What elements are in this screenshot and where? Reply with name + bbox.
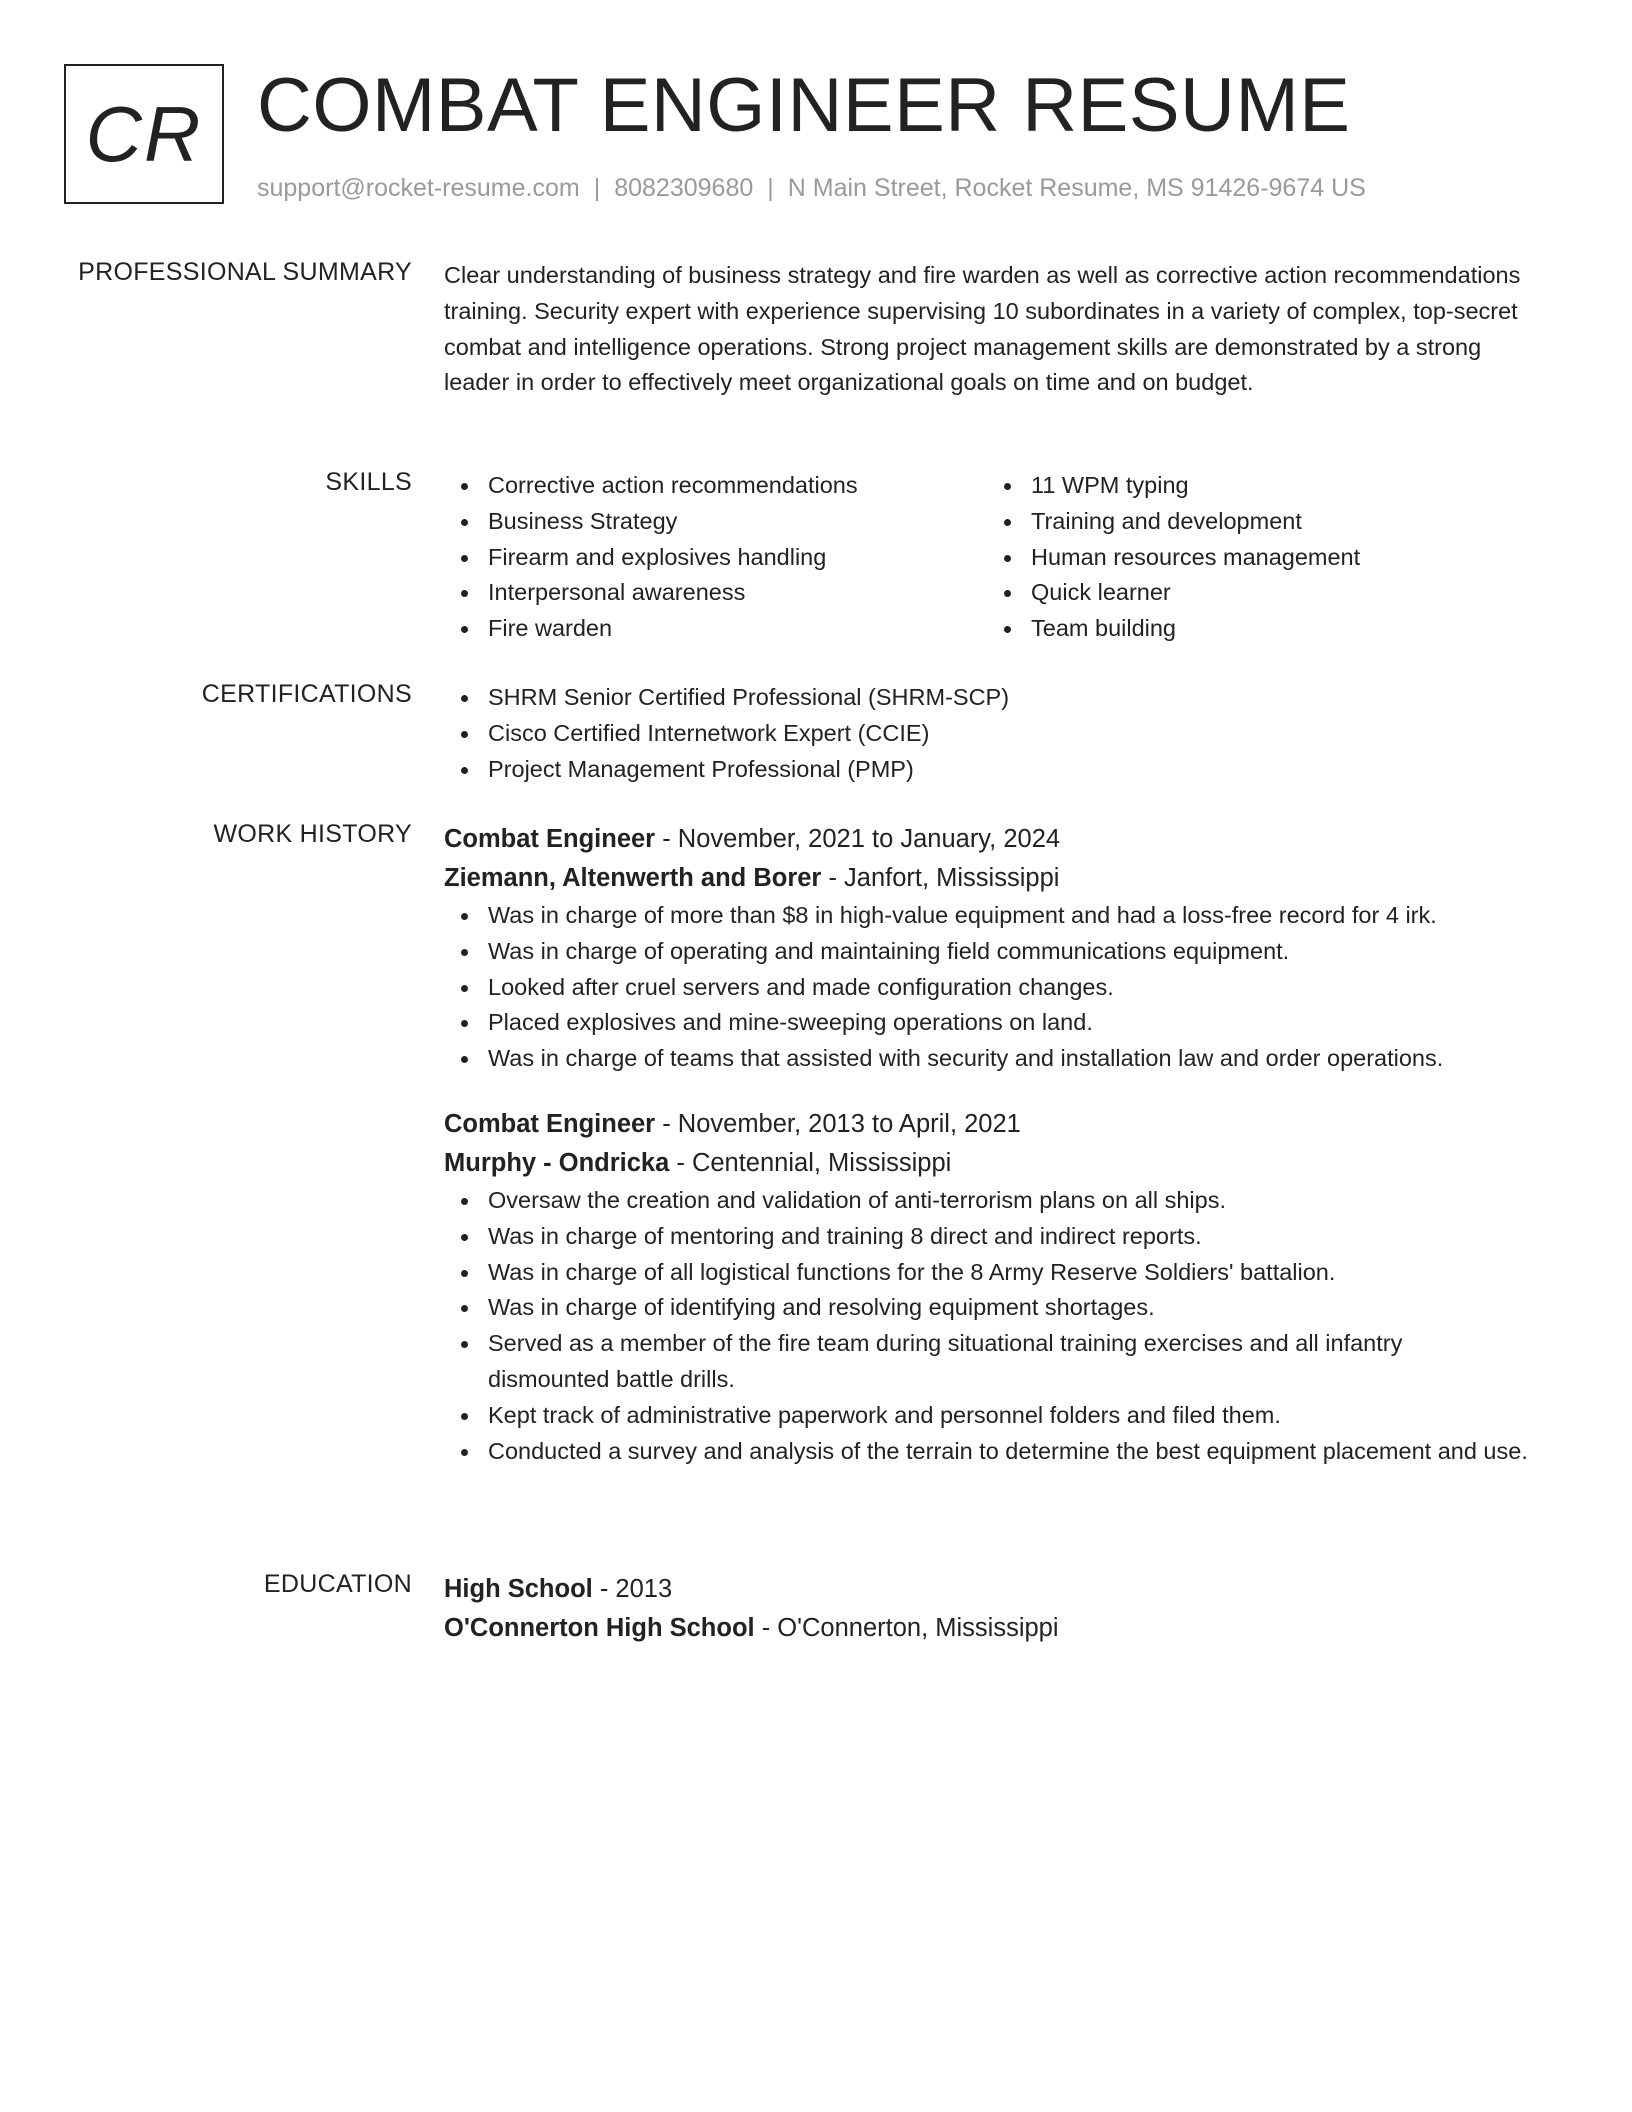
job-bullets xyxy=(444,898,1530,1077)
education-degree-line xyxy=(444,1570,1530,1609)
job-bullet: Was in charge of more than $8 in high-value equipment and had a loss-free record for 4 irk. xyxy=(444,898,1530,934)
skill-item: Interpersonal awareness xyxy=(444,575,987,611)
education-year: - 2013 xyxy=(592,1575,673,1603)
job-bullet: Was in charge of mentoring and training 8 direct and indirect reports. xyxy=(444,1219,1530,1255)
contact-line xyxy=(257,174,1366,203)
job-location: - Janfort, Mississippi xyxy=(821,864,1060,892)
job-bullet: Was in charge of operating and maintaining field communications equipment. xyxy=(444,934,1530,970)
education-location: - O'Connerton, Mississippi xyxy=(754,1614,1059,1642)
education-school-line xyxy=(444,1609,1530,1648)
job-dates: - November, 2013 to April, 2021 xyxy=(655,1109,1021,1138)
job-company: Ziemann, Altenwerth and Borer xyxy=(444,864,822,892)
job-bullet: Served as a member of the fire team during situational training exercises and all infantry dismounted battle drills. xyxy=(444,1326,1530,1398)
resume-title: COMBAT ENGINEER RESUME xyxy=(257,63,1351,148)
skill-item: 11 WPM typing xyxy=(987,468,1530,504)
certification-item: Project Management Professional (PMP) xyxy=(444,752,1530,788)
section-label-work-history: WORK HISTORY xyxy=(213,820,412,848)
skill-item: Business Strategy xyxy=(444,504,987,540)
certifications-list xyxy=(444,680,1530,787)
resume-header xyxy=(64,64,1564,214)
section-label-skills: SKILLS xyxy=(325,468,412,496)
job-bullet: Was in charge of teams that assisted with security and installation law and order operations. xyxy=(444,1041,1530,1077)
work-history-body xyxy=(444,820,1530,1469)
contact-address: N Main Street, Rocket Resume, MS 91426-9674 US xyxy=(787,174,1366,202)
job-bullet: Oversaw the creation and validation of anti-terrorism plans on all ships. xyxy=(444,1183,1530,1219)
skill-item: Quick learner xyxy=(987,575,1530,611)
job-bullet: Kept track of administrative paperwork and personnel folders and filed them. xyxy=(444,1398,1530,1434)
job-bullet: Was in charge of identifying and resolving equipment shortages. xyxy=(444,1290,1530,1326)
job-entry xyxy=(444,1105,1530,1469)
job-dates: - November, 2021 to January, 2024 xyxy=(655,825,1061,853)
job-bullet: Looked after cruel servers and made configuration changes. xyxy=(444,970,1530,1006)
job-company: Murphy - Ondricka xyxy=(444,1148,670,1177)
skill-item: Fire warden xyxy=(444,611,987,647)
skills-list-right xyxy=(987,468,1530,647)
section-label-summary: PROFESSIONAL SUMMARY xyxy=(78,258,412,286)
contact-phone: 8082309680 xyxy=(614,174,754,202)
education-degree: High School xyxy=(444,1575,593,1603)
skill-item: Training and development xyxy=(987,504,1530,540)
job-bullet: Conducted a survey and analysis of the terrain to determine the best equipment placement and use. xyxy=(444,1434,1530,1470)
contact-email: support@rocket-resume.com xyxy=(257,174,580,202)
section-label-certifications: CERTIFICATIONS xyxy=(201,680,412,708)
job-company-line xyxy=(444,859,1530,898)
job-location: - Centennial, Mississippi xyxy=(669,1148,952,1177)
certification-item: Cisco Certified Internetwork Expert (CCIE) xyxy=(444,716,1530,752)
job-title: Combat Engineer xyxy=(444,825,656,853)
summary-text: Clear understanding of business strategy and fire warden as well as corrective action recommendations training. Security expert with experience supervising 10 subordinates in a variety of complex, top-secret combat and intelligence operations. Strong project management skills are demonstrated by a strong leader in order to effectively meet organizational goals on time and on budget. xyxy=(444,262,1521,396)
job-company-line xyxy=(444,1144,1530,1183)
job-title-line xyxy=(444,820,1530,859)
skill-item: Firearm and explosives handling xyxy=(444,540,987,576)
contact-separator: | xyxy=(593,174,601,202)
job-bullet: Placed explosives and mine-sweeping operations on land. xyxy=(444,1005,1530,1041)
education-body xyxy=(444,1570,1530,1648)
skill-item: Human resources management xyxy=(987,540,1530,576)
contact-separator: | xyxy=(767,174,774,202)
education-school: O'Connerton High School xyxy=(444,1614,755,1642)
summary-body xyxy=(444,258,1530,401)
skill-item: Corrective action recommendations xyxy=(444,468,987,504)
skills-body xyxy=(444,468,1530,647)
job-bullets xyxy=(444,1183,1530,1469)
certifications-body xyxy=(444,680,1530,787)
job-bullet: Was in charge of all logistical functions for the 8 Army Reserve Soldiers' battalion. xyxy=(444,1255,1530,1291)
section-label-education: EDUCATION xyxy=(263,1570,412,1598)
job-entry xyxy=(444,820,1530,1077)
skill-item: Team building xyxy=(987,611,1530,647)
job-title-line xyxy=(444,1105,1530,1144)
skills-list-left xyxy=(444,468,987,647)
job-title: Combat Engineer xyxy=(444,1109,656,1138)
certification-item: SHRM Senior Certified Professional (SHRM-SCP) xyxy=(444,680,1530,716)
skills-columns xyxy=(444,468,1530,647)
monogram-box: CR xyxy=(64,64,224,204)
